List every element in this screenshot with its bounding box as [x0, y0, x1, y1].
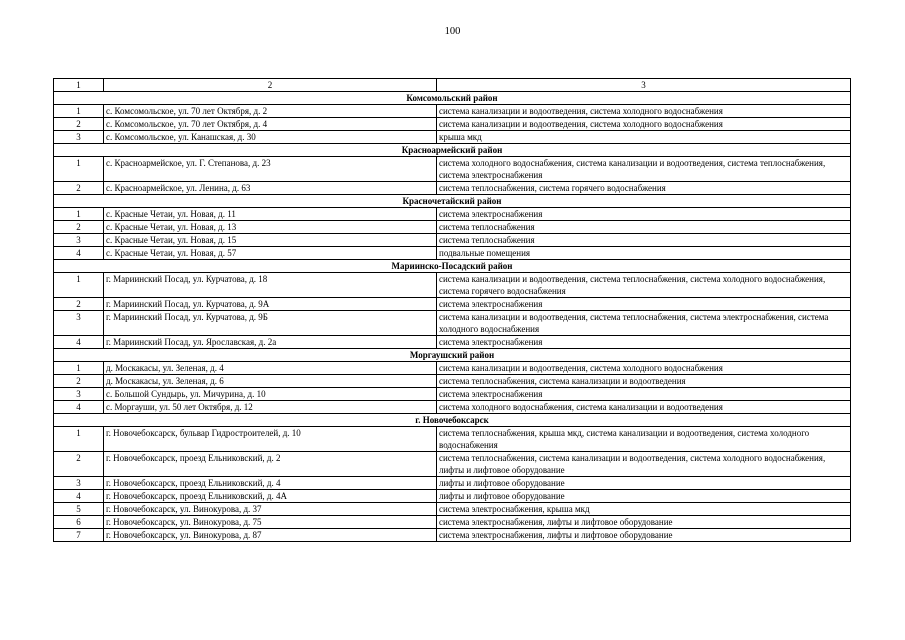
table-row — [54, 529, 851, 542]
row-address: с. Красные Четаи, ул. Новая, д. 15 — [104, 234, 437, 247]
row-systems: система теплоснабжения, крыша мкд, система канализации и водоотведения, система холодного водоснабжения — [437, 427, 851, 452]
row-systems: система электроснабжения, лифты и лифтовое оборудование — [437, 529, 851, 542]
table-row — [54, 157, 851, 182]
row-address: с. Красные Четаи, ул. Новая, д. 57 — [104, 247, 437, 260]
row-address: с. Красные Четаи, ул. Новая, д. 13 — [104, 221, 437, 234]
row-systems: лифты и лифтовое оборудование — [437, 477, 851, 490]
table-row — [54, 401, 851, 414]
row-systems: система холодного водоснабжения, система канализации и водоотведения, система теплоснабжения, система электроснабжения — [437, 157, 851, 182]
row-systems: система теплоснабжения — [437, 221, 851, 234]
table-row — [54, 388, 851, 401]
row-systems: система электроснабжения — [437, 336, 851, 349]
table-row — [54, 118, 851, 131]
row-number: 2 — [54, 182, 104, 195]
row-systems: лифты и лифтовое оборудование — [437, 490, 851, 503]
row-systems: система теплоснабжения, система горячего водоснабжения — [437, 182, 851, 195]
table-row — [54, 221, 851, 234]
row-address: с. Комсомольское, ул. Канашская, д. 30 — [104, 131, 437, 144]
section-header-row — [54, 144, 851, 157]
section-title: Моргаушский район — [54, 349, 851, 362]
row-address: с. Комсомольское, ул. 70 лет Октября, д. 2 — [104, 105, 437, 118]
section-header-row — [54, 414, 851, 427]
row-number: 1 — [54, 427, 104, 452]
row-number: 4 — [54, 336, 104, 349]
section-title: Красноармейский район — [54, 144, 851, 157]
section-title: Мариинско-Посадский район — [54, 260, 851, 273]
row-systems: система электроснабжения — [437, 298, 851, 311]
row-systems: система электроснабжения — [437, 388, 851, 401]
table-row — [54, 311, 851, 336]
row-number: 1 — [54, 157, 104, 182]
row-systems: система теплоснабжения — [437, 234, 851, 247]
column-number-3: 3 — [437, 79, 851, 92]
row-address: г. Мариинский Посад, ул. Курчатова, д. 9А — [104, 298, 437, 311]
table-row — [54, 336, 851, 349]
row-number: 6 — [54, 516, 104, 529]
objects-table-body — [54, 79, 851, 542]
section-title: Красночетайский район — [54, 195, 851, 208]
row-systems: система теплоснабжения, система канализации и водоотведения — [437, 375, 851, 388]
row-number: 3 — [54, 234, 104, 247]
row-address: с. Комсомольское, ул. 70 лет Октября, д. 4 — [104, 118, 437, 131]
table-row — [54, 208, 851, 221]
row-number: 5 — [54, 503, 104, 516]
row-address: г. Мариинский Посад, ул. Курчатова, д. 18 — [104, 273, 437, 298]
row-address: с. Красноармейское, ул. Ленина, д. 63 — [104, 182, 437, 195]
row-number: 1 — [54, 105, 104, 118]
table-row — [54, 234, 851, 247]
objects-table — [53, 78, 851, 542]
row-systems: система канализации и водоотведения, система холодного водоснабжения — [437, 105, 851, 118]
table-row — [54, 477, 851, 490]
row-number: 4 — [54, 247, 104, 260]
table-row — [54, 247, 851, 260]
table-row — [54, 131, 851, 144]
row-systems: крыша мкд — [437, 131, 851, 144]
table-row — [54, 362, 851, 375]
row-address: с. Большой Сундырь, ул. Мичурина, д. 10 — [104, 388, 437, 401]
row-number: 1 — [54, 362, 104, 375]
row-number: 7 — [54, 529, 104, 542]
section-title: г. Новочебоксарск — [54, 414, 851, 427]
page-number: 100 — [444, 26, 461, 37]
row-systems: система электроснабжения, крыша мкд — [437, 503, 851, 516]
row-number: 4 — [54, 401, 104, 414]
section-header-row — [54, 195, 851, 208]
row-systems: система канализации и водоотведения, система теплоснабжения, система холодного водоснабжения, система горячего водоснабжения — [437, 273, 851, 298]
column-number-2: 2 — [104, 79, 437, 92]
row-address: г. Новочебоксарск, проезд Ельниковский, д. 2 — [104, 452, 437, 477]
row-address: г. Мариинский Посад, ул. Курчатова, д. 9Б — [104, 311, 437, 336]
row-address: с. Красные Четаи, ул. Новая, д. 11 — [104, 208, 437, 221]
row-address: д. Москакасы, ул. Зеленая, д. 6 — [104, 375, 437, 388]
column-number-row — [54, 79, 851, 92]
row-systems: система электроснабжения — [437, 208, 851, 221]
table-row — [54, 273, 851, 298]
row-systems: система канализации и водоотведения, система теплоснабжения, система электроснабжения, система холодного водоснабжения — [437, 311, 851, 336]
row-number: 3 — [54, 131, 104, 144]
row-systems: система канализации и водоотведения, система холодного водоснабжения — [437, 362, 851, 375]
table-row — [54, 516, 851, 529]
row-address: г. Новочебоксарск, бульвар Гидростроителей, д. 10 — [104, 427, 437, 452]
row-number: 2 — [54, 298, 104, 311]
row-number: 2 — [54, 221, 104, 234]
row-number: 4 — [54, 490, 104, 503]
row-address: г. Новочебоксарск, ул. Винокурова, д. 37 — [104, 503, 437, 516]
row-address: с. Красноармейское, ул. Г. Степанова, д. 23 — [104, 157, 437, 182]
row-address: г. Новочебоксарск, проезд Ельниковский, д. 4А — [104, 490, 437, 503]
row-systems: система теплоснабжения, система канализации и водоотведения, система холодного водоснабжения, лифты и лифтовое оборудование — [437, 452, 851, 477]
row-address: д. Москакасы, ул. Зеленая, д. 4 — [104, 362, 437, 375]
row-address: г. Мариинский Посад, ул. Ярославская, д. 2а — [104, 336, 437, 349]
row-number: 3 — [54, 388, 104, 401]
row-number: 2 — [54, 452, 104, 477]
row-systems: система канализации и водоотведения, система холодного водоснабжения — [437, 118, 851, 131]
row-number: 2 — [54, 375, 104, 388]
row-number: 1 — [54, 273, 104, 298]
table-row — [54, 490, 851, 503]
row-address: г. Новочебоксарск, проезд Ельниковский, д. 4 — [104, 477, 437, 490]
section-title: Комсомольский район — [54, 92, 851, 105]
row-address: г. Новочебоксарск, ул. Винокурова, д. 75 — [104, 516, 437, 529]
row-address: с. Моргауши, ул. 50 лет Октября, д. 12 — [104, 401, 437, 414]
row-systems: система электроснабжения, лифты и лифтовое оборудование — [437, 516, 851, 529]
row-number: 1 — [54, 208, 104, 221]
row-number: 3 — [54, 311, 104, 336]
section-header-row — [54, 92, 851, 105]
row-systems: подвальные помещения — [437, 247, 851, 260]
section-header-row — [54, 349, 851, 362]
row-systems: система холодного водоснабжения, система канализации и водоотведения — [437, 401, 851, 414]
row-address: г. Новочебоксарск, ул. Винокурова, д. 87 — [104, 529, 437, 542]
table-row — [54, 427, 851, 452]
table-row — [54, 105, 851, 118]
table-row — [54, 182, 851, 195]
row-number: 2 — [54, 118, 104, 131]
table-row — [54, 298, 851, 311]
column-number-1: 1 — [54, 79, 104, 92]
table-row — [54, 452, 851, 477]
table-row — [54, 503, 851, 516]
section-header-row — [54, 260, 851, 273]
row-number: 3 — [54, 477, 104, 490]
table-row — [54, 375, 851, 388]
